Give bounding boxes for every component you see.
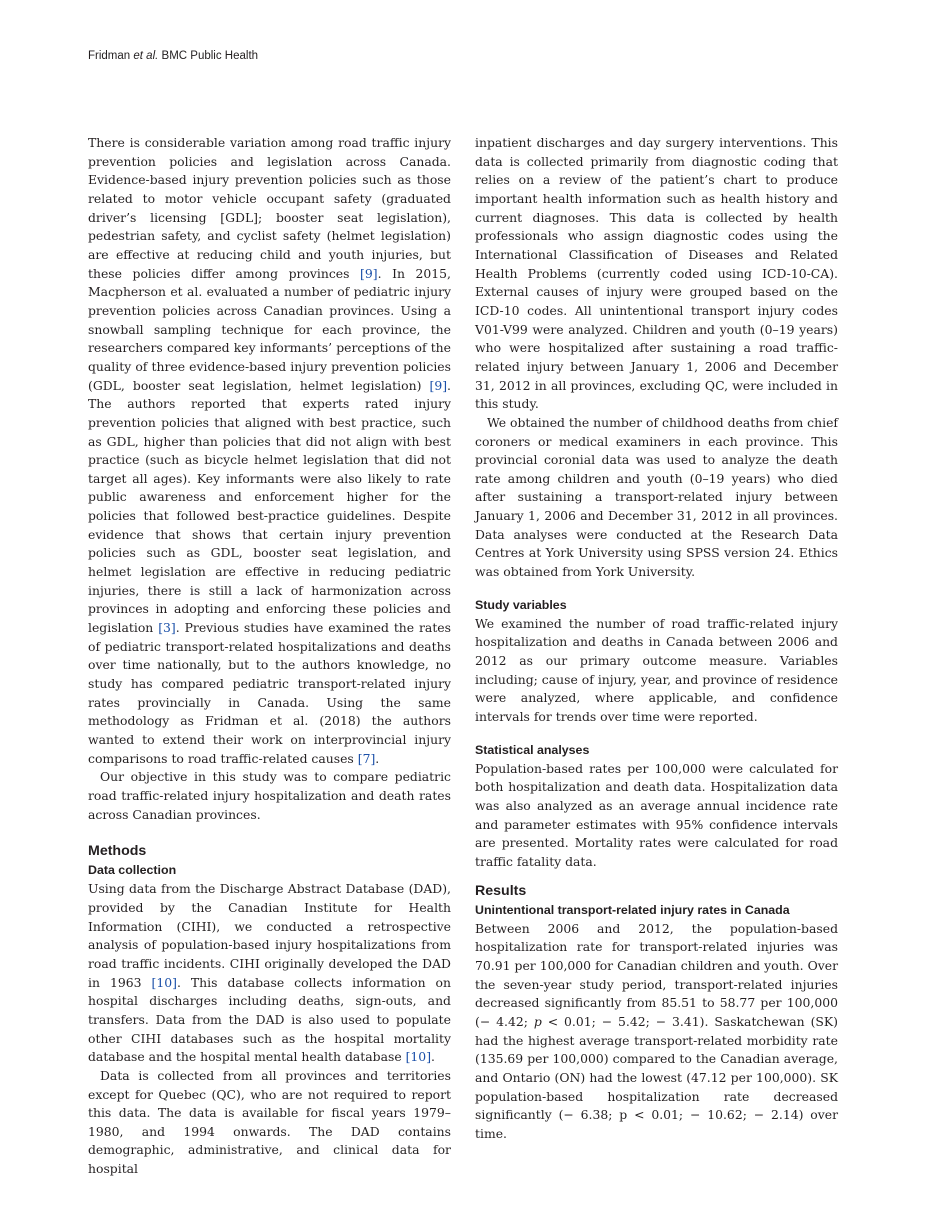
data-collection-heading: Data collection — [88, 863, 177, 878]
running-head-journal: BMC Public Health — [161, 50, 259, 62]
citation-link[interactable]: [3] — [158, 620, 176, 636]
results-paragraph: Between 2006 and 2012, the population-based hospitalization rate for transport-related injuries was 70.91 per 100,000 for Canadian children and youth. Over the seven-year study period, transport-related injuries decreased significantly from 85.51 to 58.77 per 100,000 (− 4.42; p < 0.01; − 5.42; − 3.41). Saskatchewan (SK) had the highest average transport-related morbidity rate (135.69 per 100,000) compared to the Canadian average, and Ontario (ON) had the lowest (47.12 per 100,000). SK population-based hospitalization rate decreased significantly (− 6.38; p < 0.01; − 10.62; − 2.14) over time. — [475, 920, 838, 1141]
results-heading: Results — [475, 882, 527, 899]
running-head — [88, 50, 258, 62]
statistical-analyses-paragraph: Population-based rates per 100,000 were calculated for both hospitalization and death data. Hospitalization data was also analyzed as an average annual incidence rate and parameter estimates with 95% confidence intervals are presented. Mortality rates were calculated for road traffic fatality data. — [475, 760, 838, 869]
objective-paragraph: Our objective in this study was to compare pediatric road traffic-related injury hospitalization and death rates across Canadian provinces. — [88, 769, 451, 822]
rates-heading: Unintentional transport-related injury rates in Canada — [475, 902, 790, 917]
data-availability-paragraph: Data is collected from all provinces and territories except for Quebec (QC), who are not required to report this data. The data is available for fiscal years 1979–1980, and 1994 onwards. The DAD contains demographic, administrative, and clinical data for hospital — [88, 1067, 451, 1177]
study-variables-paragraph: We examined the number of road traffic-related injury hospitalization and deaths in Canada between 2006 and 2012 as our primary outcome measure. Variables including; cause of injury, year, and province of residence were analyzed, where applicable, and confidence intervals for trends over time were reported. — [475, 615, 838, 725]
citation-link[interactable]: [9] — [360, 265, 378, 281]
statistical-analyses-heading: Statistical analyses — [475, 742, 590, 757]
left-column — [88, 134, 451, 1179]
right-column — [475, 134, 838, 1144]
data-collection-paragraph: Using data from the Discharge Abstract Database (DAD), provided by the Canadian Institute for Health Information (CIHI), we conducted a retrospective analysis of population-based injury hospitalizations from road traffic incidents. CIHI originally developed the DAD in 1963 [10]. This database collects information on hospital discharges including deaths, sign-outs, and transfers. Data from the DAD is also used to populate other CIHI databases such as the hospital mortality database and the hospital mental health database [10]. — [88, 881, 451, 1065]
citation-link[interactable]: [10] — [405, 1049, 432, 1065]
dad-description-paragraph: inpatient discharges and day surgery interventions. This data is collected primarily from diagnostic coding that relies on a review of the patient’s chart to produce important health information such as health history and current diagnoses. This data is collected by health professionals who assign diagnostic codes using the International Classification of Diseases and Related Health Problems (currently coded using ICD-10-CA). External causes of injury were grouped based on the ICD-10 codes. All unintentional transport injury codes V01-V99 were analyzed. Children and youth (0–19 years) who were hospitalized after sustaining a road traffic-related injury between January 1, 2006 and December 31, 2012 in all provinces, excluding QC, were included in this study. — [475, 135, 838, 412]
citation-link[interactable]: [7] — [357, 750, 376, 766]
citation-link[interactable]: [9] — [429, 377, 448, 393]
running-head-authors: Fridman — [88, 50, 131, 62]
methods-heading: Methods — [88, 843, 147, 860]
running-head-etal: et al. — [133, 50, 159, 62]
intro-paragraph-1: There is considerable variation among road traffic injury prevention policies and legislation across Canada. Evidence-based injury prevention policies such as those related to motor vehicle occupant safety (graduated driver’s licensing [GDL]; booster seat legislation), pedestrian safety, and cyclist safety (helmet legislation) are effective at reducing child and youth injuries, but these policies differ among provinces [9]. In 2015, Macpherson et al. evaluated a number of pediatric injury prevention policies across Canadian provinces. Using a snowball sampling technique for each province, the researchers compared key informants’ perceptions of the quality of three evidence-based injury prevention policies (GDL, booster seat legislation, helmet legislation) [9]. The authors reported that experts rated injury prevention policies that aligned with best practice, such as GDL, higher than policies that did not align with best practice (such as bicycle helmet legislation that did not target all ages). Key informants were also likely to rate public awareness and enforcement higher for the policies that followed best-practice guidelines. Despite evidence that shows that certain injury prevention policies such as GDL, booster seat legislation, and helmet legislation are effective in reducing pediatric injuries, there is still a lack of harmonization across provinces in adopting and enforcing these policies and legislation [3]. Previous studies have examined the rates of pediatric transport-related hospitalizations and deaths over time nationally, but to the authors knowledge, no study has compared pediatric transport-related injury rates provincially in Canada. Using the same methodology as Fridman et al. (2018) the authors wanted to extend their work on interprovincial injury comparisons to road traffic-related causes [7]. — [88, 135, 451, 766]
study-variables-heading: Study variables — [475, 597, 567, 612]
citation-link[interactable]: [10] — [151, 974, 177, 990]
coronial-data-paragraph: We obtained the number of childhood deaths from chief coroners or medical examiners in each province. This provincial coronial data was used to analyze the death rate among children and youth (0–19 years) who died after sustaining a transport-related injury between January 1, 2006 and December 31, 2012 in all provinces. Data analyses were conducted at the Research Data Centres at York University using SPSS version 24. Ethics was obtained from York University. — [475, 414, 838, 580]
